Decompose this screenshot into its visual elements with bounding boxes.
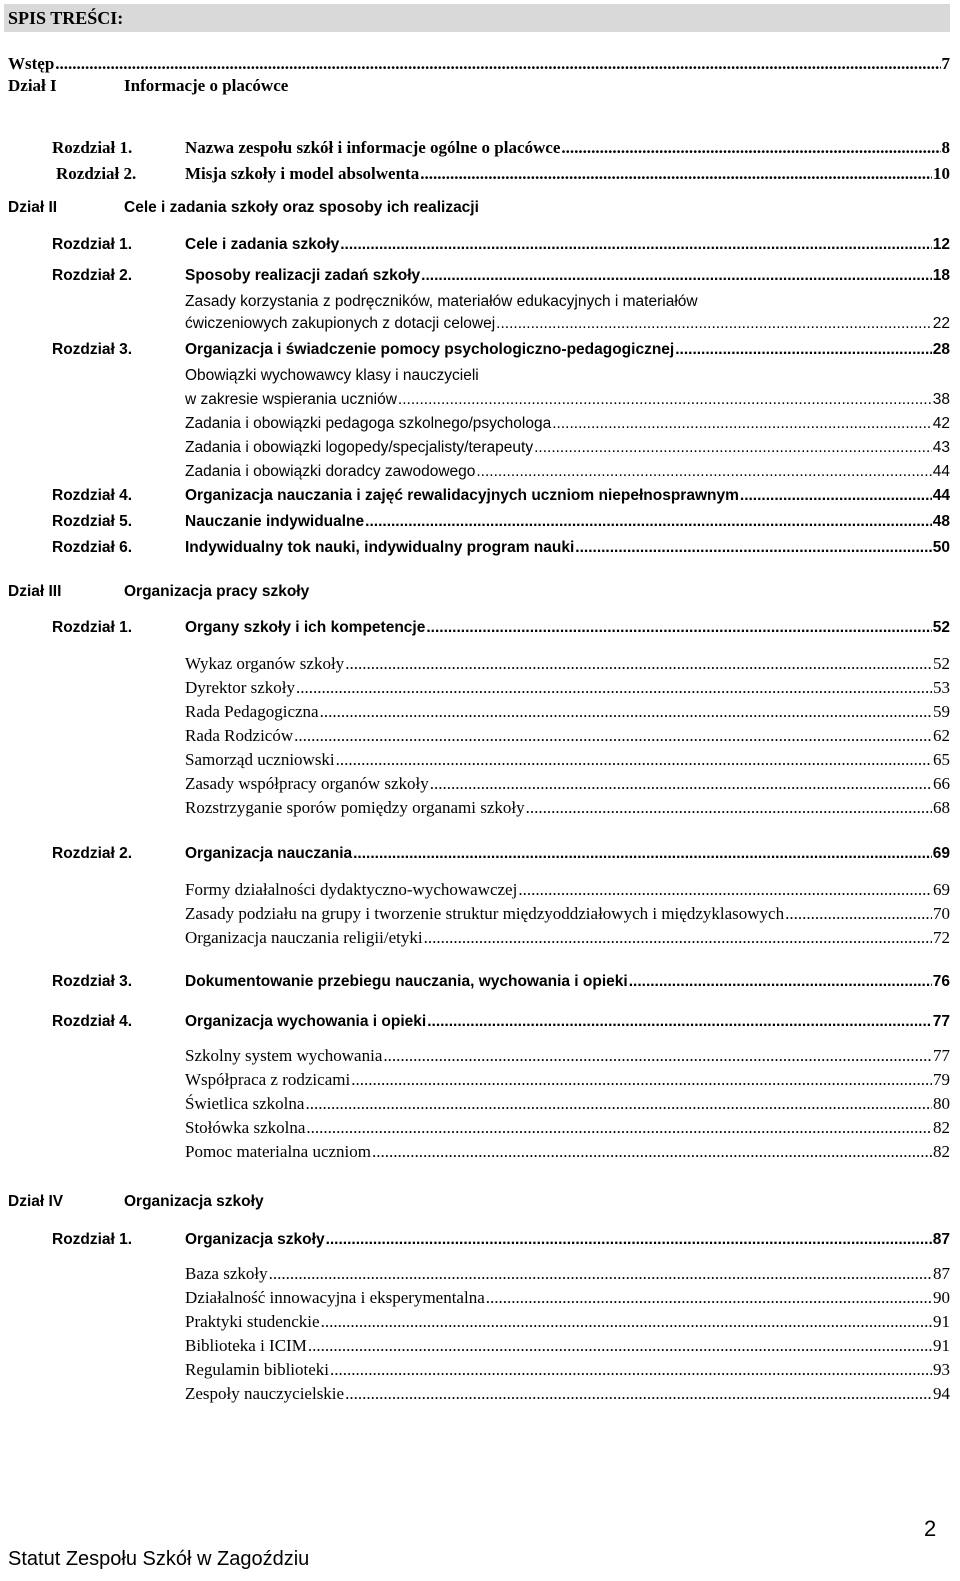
entry-page: 44: [932, 463, 950, 480]
toc-entry[interactable]: [185, 618, 950, 638]
entry-page: 77: [933, 1046, 950, 1065]
toc-entry[interactable]: [185, 266, 950, 286]
entry-title: Pomoc materialna uczniom: [185, 1142, 371, 1161]
entry-page: 12: [932, 236, 950, 253]
dot-leader: [269, 1264, 932, 1284]
entry-title: Zasady współpracy organów szkoły: [185, 774, 429, 793]
entry-title: Organizacja nauczania: [185, 845, 353, 862]
section-label: Dział IV: [8, 1193, 64, 1210]
entry-title: Nazwa zespołu szkół i informacje ogólne o placówce: [185, 138, 561, 157]
entry-page: 59: [933, 702, 950, 721]
entry-title: Wykaz organów szkoły: [185, 654, 345, 673]
entry-page: 66: [933, 774, 950, 793]
toc-entry[interactable]: [185, 138, 950, 158]
dot-leader: [308, 1336, 932, 1356]
dot-leader: [561, 138, 940, 158]
chapter-number: Rozdział 1.: [52, 1231, 133, 1248]
entry-page: 77: [932, 1013, 950, 1030]
dot-leader: [426, 618, 931, 638]
section-label: Dział II: [8, 199, 58, 216]
entry-title: Sposoby realizacji zadań szkoły: [185, 267, 421, 284]
entry-page: 38: [932, 391, 950, 408]
chapter-number: Rozdział 5.: [52, 513, 133, 530]
entry-title: Formy działalności dydaktyczno-wychowawczej: [185, 880, 518, 899]
entry-title: Cele i zadania szkoły: [185, 236, 340, 253]
toc-subentry[interactable]: [185, 1070, 950, 1090]
entry-page: 80: [933, 1094, 950, 1113]
toc-subentry[interactable]: [185, 726, 950, 746]
entry-title: Organy szkoły i ich kompetencje: [185, 619, 426, 636]
toc-subentry[interactable]: [185, 1288, 950, 1308]
entry-page: 91: [933, 1336, 950, 1355]
entry-page: 43: [932, 439, 950, 456]
entry-page: 52: [933, 654, 950, 673]
dot-leader: [421, 266, 932, 286]
dot-leader: [552, 414, 932, 434]
toc-subentry[interactable]: [185, 1046, 950, 1066]
dot-leader: [326, 1230, 932, 1250]
subentry-text: Zasady korzystania z podręczników, materiałów edukacyjnych i materiałów: [185, 293, 698, 310]
toc-subentry[interactable]: [185, 1312, 950, 1332]
entry-page: 70: [933, 904, 950, 923]
toc-subentry[interactable]: [185, 1118, 950, 1138]
entry-title: Organizacja nauczania i zajęć rewalidacyjnych uczniom niepełnosprawnym: [185, 487, 739, 504]
dot-leader: [740, 486, 932, 506]
toc-entry[interactable]: [185, 1012, 950, 1032]
chapter-number: Rozdział 2.: [52, 267, 133, 284]
entry-title: Organizacja wychowania i opieki: [185, 1013, 427, 1030]
toc-entry[interactable]: [185, 1230, 950, 1250]
entry-title: Zadania i obowiązki doradcy zawodowego: [185, 463, 476, 480]
toc-subentry[interactable]: [185, 314, 950, 334]
dot-leader: [629, 972, 932, 992]
chapter-number: Rozdział 3.: [52, 341, 133, 358]
entry-page: 82: [933, 1118, 950, 1137]
entry-page: 28: [932, 341, 950, 358]
entry-title: Zasady podziału na grupy i tworzenie struktur międzyoddziałowych i międzyklasowych: [185, 904, 785, 923]
entry-page: 87: [933, 1264, 950, 1283]
dot-leader: [353, 844, 932, 864]
dot-leader: [296, 678, 932, 698]
entry-title: Szkolny system wychowania: [185, 1046, 383, 1065]
chapter-number: Rozdział 1.: [52, 236, 133, 253]
entry-title: Organizacja nauczania religii/etyki: [185, 928, 423, 947]
chapter-number: Rozdział 2.: [56, 164, 137, 183]
toc-subentry[interactable]: [185, 462, 950, 482]
toc-subentry[interactable]: [185, 750, 950, 770]
entry-page: 52: [932, 619, 950, 636]
entry-page: 48: [932, 513, 950, 530]
entry-page: 44: [932, 487, 950, 504]
entry-title: Rada Pedagogiczna: [185, 702, 319, 721]
toc-subentry[interactable]: [185, 678, 950, 698]
chapter-number: Rozdział 4.: [52, 487, 133, 504]
dot-leader: [340, 235, 932, 255]
entry-title: ćwiczeniowych zakupionych z dotacji celowej: [185, 315, 496, 332]
toc-entry-intro[interactable]: [8, 54, 950, 74]
section-label: Dział III: [8, 583, 62, 600]
section-title: Organizacja pracy szkoły: [124, 583, 310, 600]
entry-page: 87: [932, 1231, 950, 1248]
entry-title: Misja szkoły i model absolwenta: [185, 164, 420, 183]
entry-title: Organizacja szkoły: [185, 1231, 325, 1248]
chapter-number: Rozdział 2.: [52, 845, 133, 862]
toc-entry[interactable]: [185, 235, 950, 255]
entry-page: 69: [932, 845, 950, 862]
toc-entry[interactable]: [185, 538, 950, 558]
entry-title: Rada Rodziców: [185, 726, 294, 745]
dot-leader: [365, 512, 932, 532]
dot-leader: [383, 1046, 932, 1066]
dot-leader: [486, 1288, 932, 1308]
entry-page: 79: [933, 1070, 950, 1089]
dot-leader: [424, 928, 932, 948]
section-title: Cele i zadania szkoły oraz sposoby ich realizacji: [124, 199, 479, 216]
toc-subentry[interactable]: [185, 438, 950, 458]
toc-subentry[interactable]: [185, 702, 950, 722]
entry-title: Świetlica szkolna: [185, 1094, 305, 1113]
dot-leader: [336, 750, 932, 770]
entry-page: 94: [933, 1384, 950, 1403]
dot-leader: [330, 1360, 932, 1380]
entry-page: 42: [932, 415, 950, 432]
dot-leader: [345, 654, 932, 674]
dot-leader: [675, 340, 932, 360]
toc-entry[interactable]: [185, 486, 950, 506]
entry-title: Indywidualny tok nauki, indywidualny program nauki: [185, 539, 575, 556]
entry-page: 68: [933, 798, 950, 817]
entry-page: 50: [932, 539, 950, 556]
entry-page: 82: [933, 1142, 950, 1161]
entry-title: Praktyki studenckie: [185, 1312, 320, 1331]
dot-leader: [785, 904, 932, 924]
toc-entry[interactable]: [185, 972, 950, 992]
dot-leader: [321, 1312, 932, 1332]
dot-leader: [526, 798, 932, 818]
dot-leader: [518, 880, 932, 900]
chapter-number: Rozdział 3.: [52, 973, 133, 990]
toc-entry[interactable]: [185, 340, 950, 360]
dot-leader: [345, 1384, 932, 1404]
subentry-text: Obowiązki wychowawcy klasy i nauczycieli: [185, 367, 479, 384]
entry-title: Stołówka szkolna: [185, 1118, 306, 1137]
dot-leader: [496, 314, 932, 334]
page-footer: Statut Zespołu Szkół w Zagoździu: [8, 1548, 310, 1570]
entry-page: 76: [932, 973, 950, 990]
entry-title: Rozstrzyganie sporów pomiędzy organami szkoły: [185, 798, 525, 817]
entry-page: 72: [933, 928, 950, 947]
page-title: SPIS TREŚCI:: [4, 4, 950, 32]
toc-subentry[interactable]: [185, 928, 950, 948]
dot-leader: [372, 1142, 932, 1162]
dot-leader: [294, 726, 932, 746]
dot-leader: [534, 438, 932, 458]
chapter-number: Rozdział 1.: [52, 619, 133, 636]
entry-page: 53: [933, 678, 950, 697]
dot-leader: [575, 538, 931, 558]
toc-subentry[interactable]: [185, 1336, 950, 1356]
entry-title: Wstęp: [8, 54, 55, 73]
entry-title: Baza szkoły: [185, 1264, 268, 1283]
toc-entry[interactable]: [185, 512, 950, 532]
dot-leader: [55, 54, 940, 74]
entry-title: Samorząd uczniowski: [185, 750, 335, 769]
entry-title: Organizacja i świadczenie pomocy psychologiczno-pedagogicznej: [185, 341, 675, 358]
entry-title: Biblioteka i ICIM: [185, 1336, 307, 1355]
entry-title: Dyrektor szkoły: [185, 678, 296, 697]
entry-title: w zakresie wspierania uczniów: [185, 391, 397, 408]
dot-leader: [398, 390, 932, 410]
entry-title: Współpraca z rodzicami: [185, 1070, 351, 1089]
entry-page: 90: [933, 1288, 950, 1307]
entry-title: Zadania i obowiązki pedagoga szkolnego/psychologa: [185, 415, 552, 432]
entry-title: Działalność innowacyjna i eksperymentalna: [185, 1288, 485, 1307]
entry-page: 18: [932, 267, 950, 284]
section-title: Informacje o placówce: [124, 76, 289, 95]
toc-subentry[interactable]: [185, 798, 950, 818]
dot-leader: [306, 1118, 932, 1138]
toc-subentry[interactable]: [185, 904, 950, 924]
entry-page: 69: [933, 880, 950, 899]
dot-leader: [351, 1070, 932, 1090]
dot-leader: [430, 774, 932, 794]
toc-subentry[interactable]: [185, 880, 950, 900]
toc-subentry[interactable]: [185, 654, 950, 674]
entry-title: Zadania i obowiązki logopedy/specjalisty/terapeuty: [185, 439, 534, 456]
toc-subentry[interactable]: [185, 1094, 950, 1114]
chapter-number: Rozdział 6.: [52, 539, 133, 556]
dot-leader: [476, 462, 931, 482]
entry-page: 62: [933, 726, 950, 745]
toc-entry[interactable]: [185, 844, 950, 864]
entry-page: 91: [933, 1312, 950, 1331]
dot-leader: [305, 1094, 932, 1114]
chapter-number: Rozdział 4.: [52, 1013, 133, 1030]
dot-leader: [420, 164, 932, 184]
dot-leader: [320, 702, 932, 722]
toc-subentry[interactable]: [185, 774, 950, 794]
page-number: 2: [924, 1516, 937, 1541]
entry-page: 93: [933, 1360, 950, 1379]
toc-subentry[interactable]: [185, 1384, 950, 1404]
toc-subentry[interactable]: [185, 1142, 950, 1162]
section-title: Organizacja szkoły: [124, 1193, 264, 1210]
toc-entry[interactable]: [185, 164, 950, 184]
entry-title: Zespoły nauczycielskie: [185, 1384, 345, 1403]
entry-page: 10: [933, 164, 950, 183]
toc-subentry[interactable]: [185, 390, 950, 410]
toc-subentry[interactable]: [185, 414, 950, 434]
toc-subentry[interactable]: [185, 1360, 950, 1380]
entry-title: Nauczanie indywidualne: [185, 513, 365, 530]
section-label: Dział I: [8, 76, 57, 95]
entry-page: 7: [941, 54, 950, 73]
entry-page: 8: [941, 138, 950, 157]
chapter-number: Rozdział 1.: [52, 138, 133, 157]
entry-title: Dokumentowanie przebiegu nauczania, wychowania i opieki: [185, 973, 628, 990]
entry-page: 22: [932, 315, 950, 332]
toc-subentry[interactable]: [185, 1264, 950, 1284]
dot-leader: [427, 1012, 932, 1032]
entry-title: Regulamin biblioteki: [185, 1360, 330, 1379]
entry-page: 65: [933, 750, 950, 769]
